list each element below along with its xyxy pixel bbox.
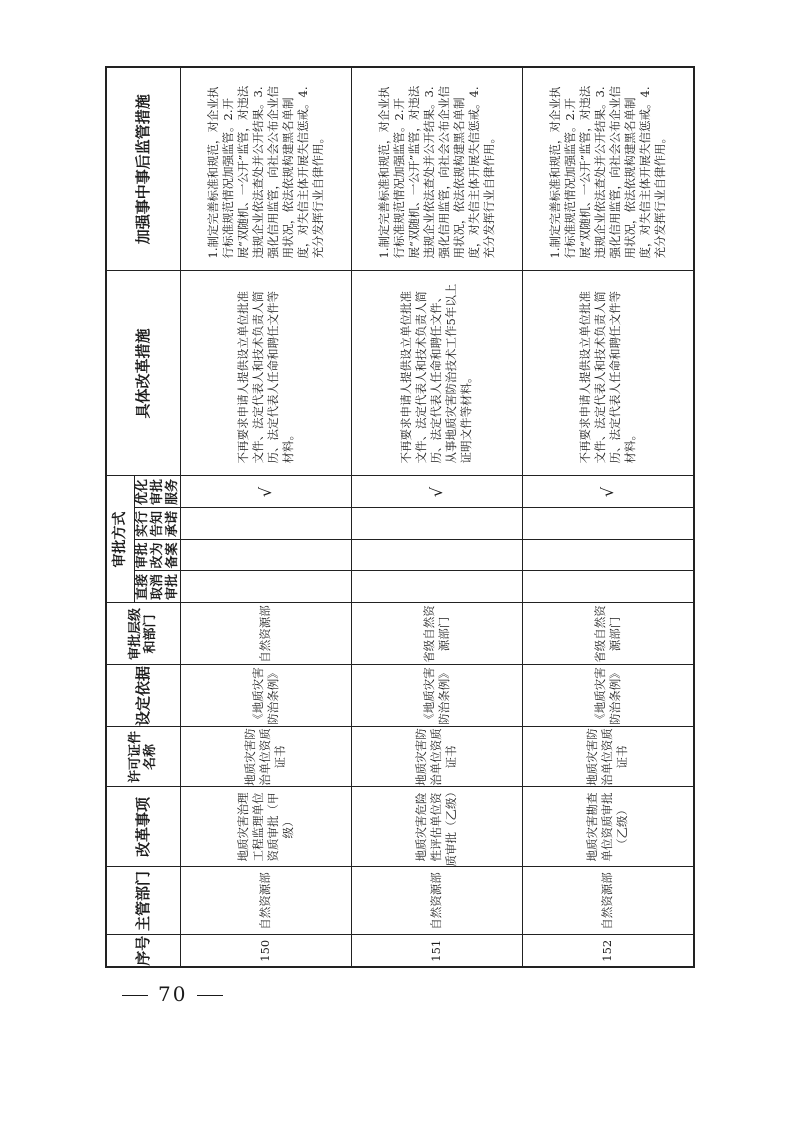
cell-index: 150 xyxy=(180,935,351,967)
cell-supervision-text: 1.制定完善标准和规范，对企业执行标准规范情况加强监管。2.开展“双随机、一公开”监管，对违法违规企业依法查处并公开结果。3.强化信用监管，向社会公布企业信用状况，依法依规构建黑名单制度，对失信主体开展失信惩戒。4.充分发挥行业自律作用。 xyxy=(547,85,667,259)
header-supervision: 加强事中事后监管措施 xyxy=(106,67,180,271)
page-number xyxy=(112,982,233,1006)
cell-level: 省级自然资源部门 xyxy=(522,603,694,665)
header-mode-cancel: 直接取消审批 xyxy=(134,571,180,603)
header-measures: 具体改革措施 xyxy=(106,271,180,476)
cell-mode-cancel xyxy=(522,571,694,603)
cell-measures xyxy=(351,271,522,476)
cell-measures-text: 不再要求申请人提供设立单位批准文件、法定代表人和技术负责人简历、法定代表人任命和聘任文件、从事地质灾害防治技术工作5年以上证明文件等材料。 xyxy=(399,283,473,464)
table-row xyxy=(522,67,694,967)
cell-license: 地质灾害防治单位资质证书 xyxy=(351,727,522,787)
cell-level: 省级自然资源部门 xyxy=(351,603,522,665)
table-row xyxy=(180,67,351,967)
header-approval-mode: 审批方式 xyxy=(106,476,134,603)
table-row xyxy=(351,67,522,967)
cell-license: 地质灾害防治单位资质证书 xyxy=(522,727,694,787)
header-item: 改革事项 xyxy=(106,787,180,867)
cell-mode-cancel xyxy=(351,571,522,603)
cell-supervision xyxy=(351,67,522,271)
cell-mode-notify xyxy=(351,508,522,540)
reform-items-table xyxy=(105,66,695,968)
cell-basis: 《地质灾害防治条例》 xyxy=(351,665,522,727)
cell-supervision xyxy=(180,67,351,271)
header-mode-optimize: 优化审批服务 xyxy=(134,476,180,508)
cell-mode-optimize: √ xyxy=(351,476,522,508)
cell-basis: 《地质灾害防治条例》 xyxy=(522,665,694,727)
header-level: 审批层级和部门 xyxy=(106,603,180,665)
header-license: 许可证件名称 xyxy=(106,727,180,787)
cell-measures xyxy=(180,271,351,476)
cell-supervision-text: 1.制定完善标准和规范，对企业执行标准规范情况加强监管。2.开展“双随机、一公开”监管，对违法违规企业依法查处并公开结果。3.强化信用监管，向社会公布企业信用状况，依法依规构建黑名单制度，对失信主体开展失信惩戒。4.充分发挥行业自律作用。 xyxy=(205,85,325,259)
page-number-dash-left xyxy=(122,995,148,996)
page-number-dash-right xyxy=(197,995,223,996)
cell-index: 151 xyxy=(351,935,522,967)
cell-measures-text: 不再要求申请人提供设立单位批准文件、法定代表人和技术负责人简历、法定代表人任命和聘任文件等材料。 xyxy=(235,291,295,464)
cell-department: 自然资源部 xyxy=(522,867,694,935)
header-basis: 设定依据 xyxy=(106,665,180,727)
cell-index: 152 xyxy=(522,935,694,967)
cell-item: 地质灾害治理工程监理单位资质审批（甲级） xyxy=(180,787,351,867)
header-mode-notify: 实行告知承诺 xyxy=(134,508,180,540)
cell-mode-cancel xyxy=(180,571,351,603)
cell-license: 地质灾害防治单位资质证书 xyxy=(180,727,351,787)
rotated-table-frame xyxy=(105,85,687,968)
cell-mode-optimize: √ xyxy=(180,476,351,508)
cell-mode-notify xyxy=(180,508,351,540)
cell-item: 地质灾害勘查单位资质审批（乙级） xyxy=(522,787,694,867)
cell-mode-optimize: √ xyxy=(522,476,694,508)
cell-department: 自然资源部 xyxy=(351,867,522,935)
header-department: 主管部门 xyxy=(106,867,180,935)
header-mode-filing: 审批改为备案 xyxy=(134,540,180,571)
cell-basis: 《地质灾害防治条例》 xyxy=(180,665,351,727)
cell-supervision xyxy=(522,67,694,271)
cell-mode-filing xyxy=(522,540,694,571)
cell-item: 地质灾害危险性评估单位资质审批（乙级） xyxy=(351,787,522,867)
page-number-value: 70 xyxy=(158,982,188,1006)
cell-mode-filing xyxy=(351,540,522,571)
cell-measures-text: 不再要求申请人提供设立单位批准文件、法定代表人和技术负责人简历、法定代表人任命和聘任文件等材料。 xyxy=(577,291,637,464)
cell-mode-notify xyxy=(522,508,694,540)
cell-supervision-text: 1.制定完善标准和规范，对企业执行标准规范情况加强监管。2.开展“双随机、一公开”监管，对违法违规企业依法查处并公开结果。3.强化信用监管，向社会公布企业信用状况，依法依规构建黑名单制度，对失信主体开展失信惩戒。4.充分发挥行业自律作用。 xyxy=(376,85,496,259)
header-index: 序号 xyxy=(106,935,180,967)
cell-level: 自然资源部 xyxy=(180,603,351,665)
cell-department: 自然资源部 xyxy=(180,867,351,935)
cell-mode-filing xyxy=(180,540,351,571)
cell-measures xyxy=(522,271,694,476)
